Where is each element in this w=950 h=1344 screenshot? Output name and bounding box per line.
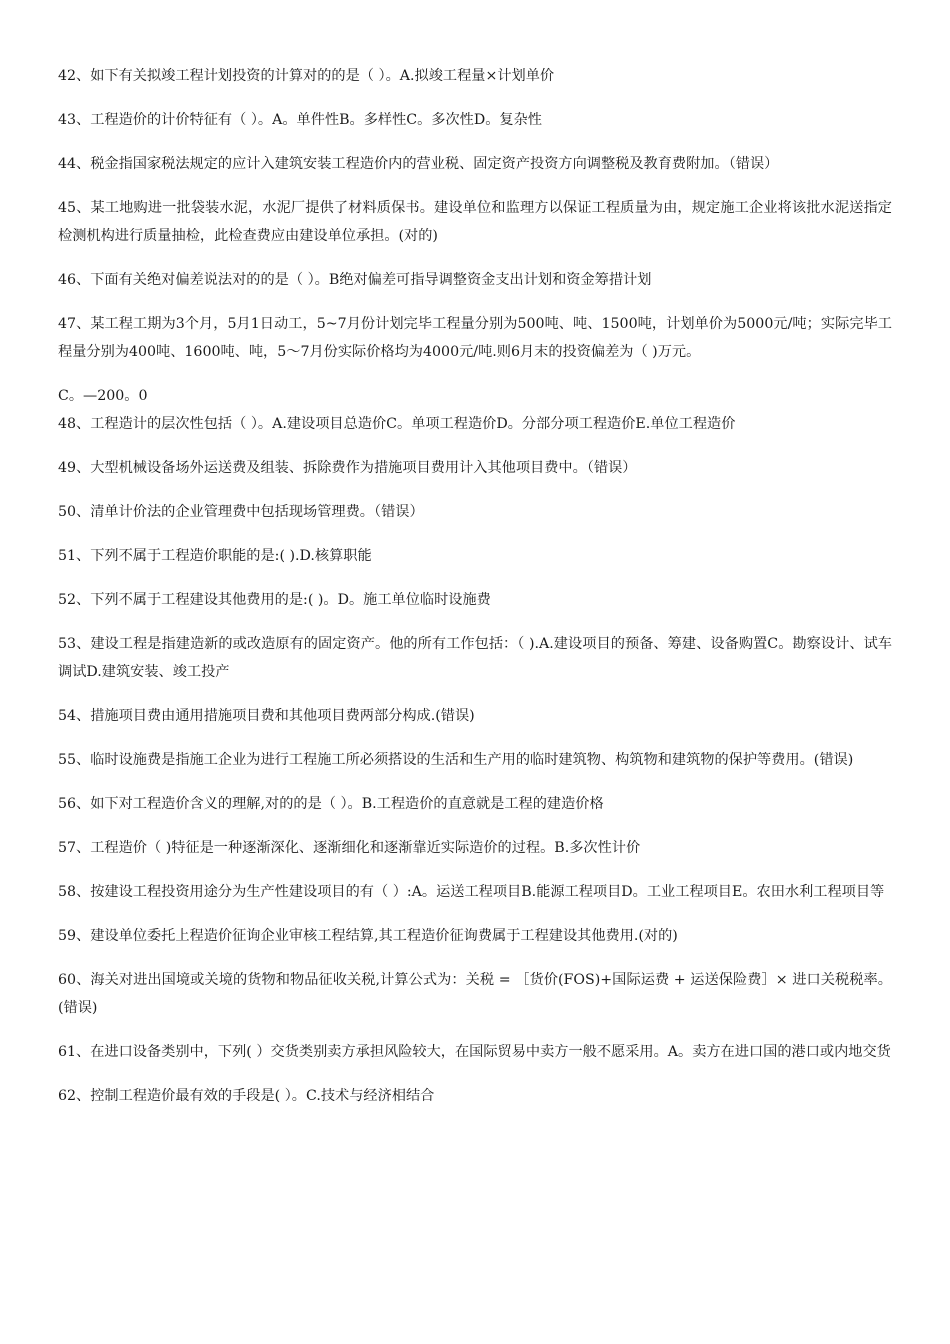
question-47-answer: C。—200。0 <box>58 388 148 404</box>
document-body <box>58 62 892 1126</box>
question-57: 57、工程造价（ )特征是一种逐渐深化、逐渐细化和逐渐靠近实际造价的过程。B.多次性计价 <box>58 840 641 856</box>
question-51: 51、下列不属于工程造价职能的是:( ).D.核算职能 <box>58 548 372 564</box>
question-46: 46、下面有关绝对偏差说法对的的是（ ）。B绝对偏差可指导调整资金支出计划和资金筹措计划 <box>58 272 652 288</box>
question-47: 47、某工程工期为3个月，5月1日动工，5~7月份计划完毕工程量分别为500吨、吨、1500吨，计划单价为5000元/吨；实际完毕工程量分别为400吨、1600吨、吨，5～7月份实际价格均为4000元/吨.则6月末的投资偏差为（ )万元。 <box>58 316 892 360</box>
question-61: 61、在进口设备类别中，下列( ）交货类别卖方承担风险较大，在国际贸易中卖方一般不愿采用。A。卖方在进口国的港口或内地交货 <box>58 1044 891 1060</box>
question-52: 52、下列不属于工程建设其他费用的是:( )。D。施工单位临时设施费 <box>58 592 491 608</box>
question-43: 43、工程造价的计价特征有（ ）。A。单件性B。多样性C。多次性D。复杂性 <box>58 112 542 128</box>
question-55: 55、临时设施费是指施工企业为进行工程施工所必须搭设的生活和生产用的临时建筑物、构筑物和建筑物的保护等费用。(错误) <box>58 752 854 768</box>
question-59: 59、建设单位委托上程造价征询企业审核工程结算,其工程造价征询费属于工程建设其他费用.(对的) <box>58 928 678 944</box>
question-62: 62、控制工程造价最有效的手段是( ）。C.技术与经济相结合 <box>58 1088 435 1104</box>
question-60: 60、海关对进出国境或关境的货物和物品征收关税,计算公式为：关税 = ［货价(FOS)+国际运费 + 运送保险费］× 进口关税税率。(错误) <box>58 972 892 1016</box>
question-49: 49、大型机械设备场外运送费及组装、拆除费作为措施项目费用计入其他项目费中。（错误） <box>58 460 637 476</box>
question-45: 45、某工地购进一批袋装水泥，水泥厂提供了材料质保书。建设单位和监理方以保证工程质量为由，规定施工企业将该批水泥送指定检测机构进行质量抽检，此检查费应由建设单位承担。(对的) <box>58 200 892 244</box>
question-50: 50、清单计价法的企业管理费中包括现场管理费。（错误） <box>58 504 424 520</box>
question-44: 44、税金指国家税法规定的应计入建筑安装工程造价内的营业税、固定资产投资方向调整税及教育费附加。（错误） <box>58 156 779 172</box>
question-54: 54、措施项目费由通用措施项目费和其他项目费两部分构成.(错误) <box>58 708 475 724</box>
question-53: 53、建设工程是指建造新的或改造原有的固定资产。他的所有工作包括：（ ).A.建设项目的预备、筹建、设备购置C。勘察设计、试车调试D.建筑安装、竣工投产 <box>58 636 892 680</box>
question-42: 42、如下有关拟竣工程计划投资的计算对的的是（ ）。A.拟竣工程量×计划单价 <box>58 68 555 84</box>
question-56: 56、如下对工程造价含义的理解,对的的是（ ）。B.工程造价的直意就是工程的建造价格 <box>58 796 604 812</box>
question-48: 48、工程造计的层次性包括（ ）。A.建设项目总造价C。单项工程造价D。分部分项工程造价E.单位工程造价 <box>58 416 736 432</box>
question-58: 58、按建设工程投资用途分为生产性建设项目的有（ ）:A。运送工程项目B.能源工程项目D。工业工程项目E。农田水利工程项目等 <box>58 884 885 900</box>
